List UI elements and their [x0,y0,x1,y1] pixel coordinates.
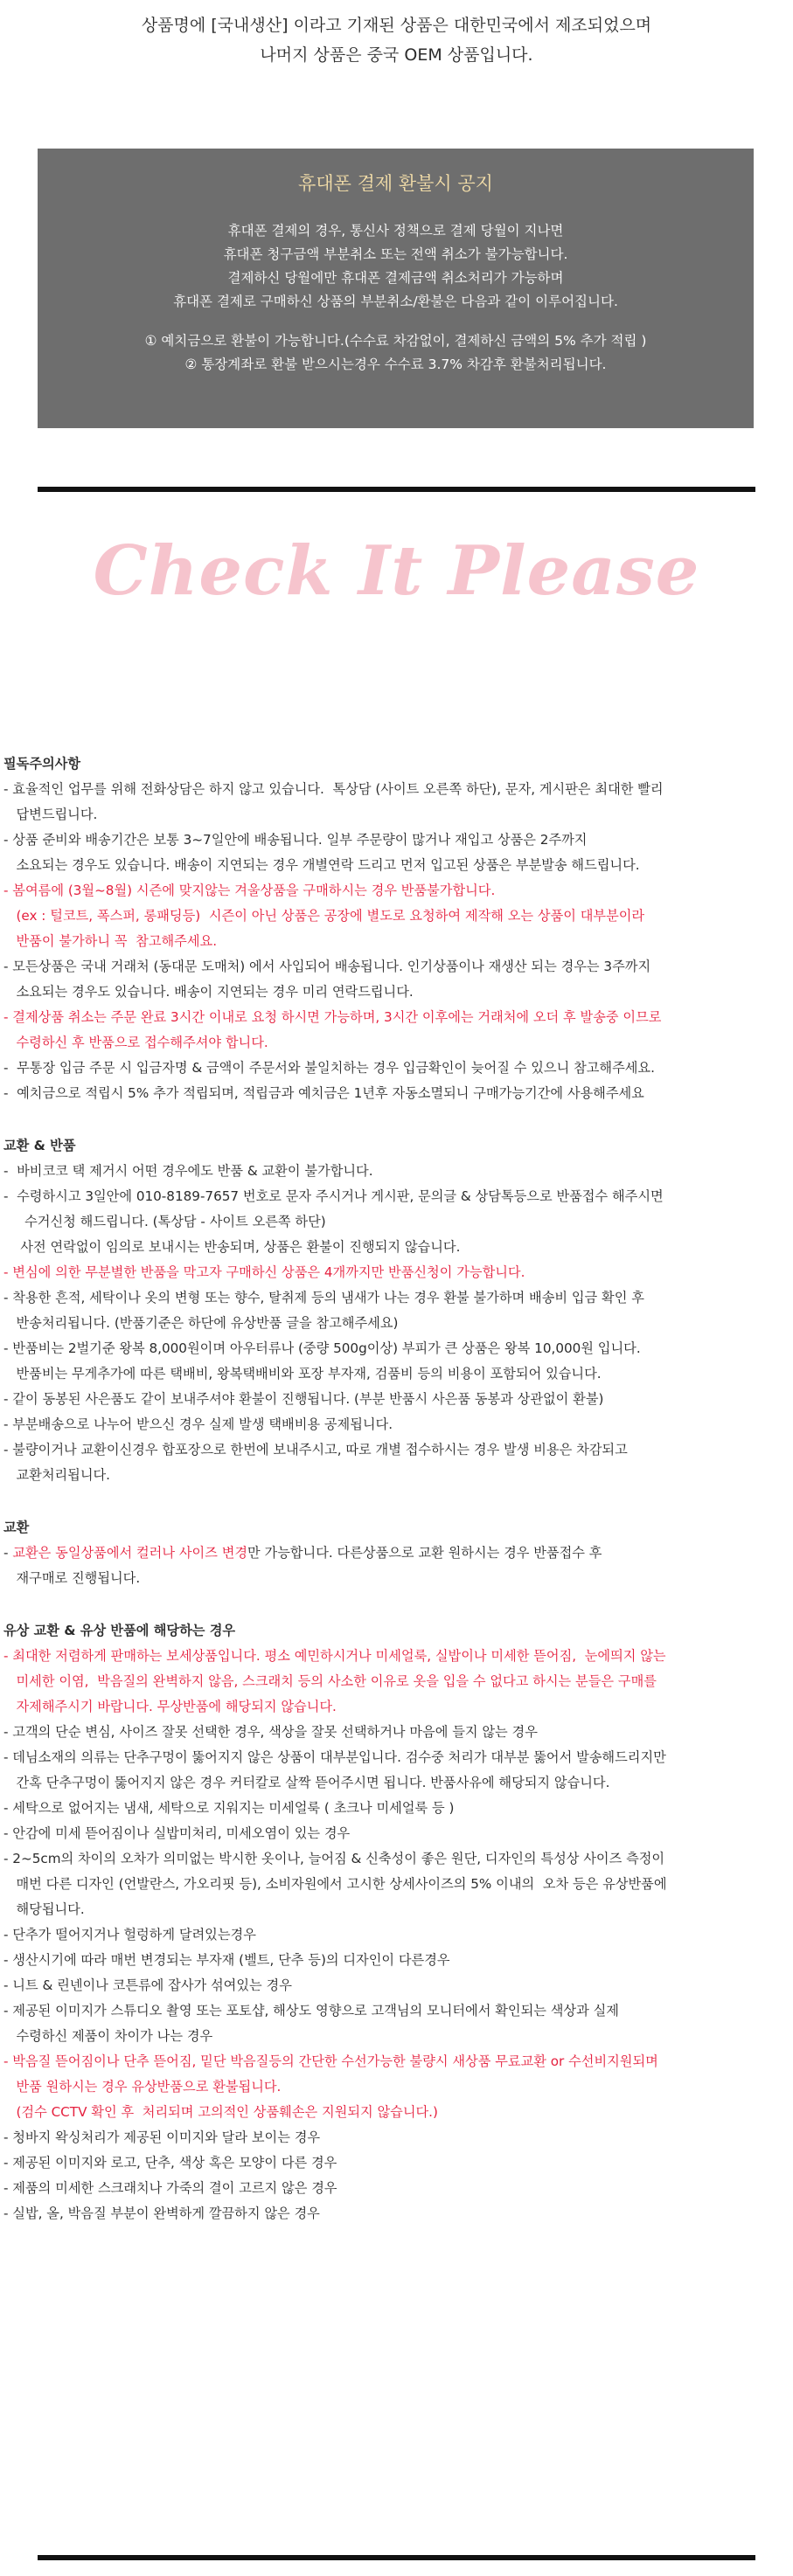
policy-sections [3,751,789,2226]
origin-notice-line: 상품명에 [국내생산] 이라고 기재된 상품은 대한민국에서 제조되었으며 [141,16,652,35]
divider-bottom [38,2555,755,2560]
policy-line: 반품비는 무게추가에 따른 택배비, 왕복택배비와 포장 부자재, 검품비 등의 비용이 포함되어 있습니다. [3,1366,602,1381]
policy-line: - 단추가 떨어지거나 헐렁하게 달려있는경우 [3,1927,256,1942]
policy-line: - 2~5cm의 차이의 오차가 의미없는 박시한 옷이나, 늘어짐 & 신축성이 좋은 원단, 디자인의 특성상 사이즈 측정이 [3,1851,665,1866]
policy-line-highlight: (검수 CCTV 확인 후 처리되며 고의적인 상품훼손은 지원되지 않습니다.) [3,2104,438,2120]
refund-option-line: ① 예치금으로 환불이 가능합니다.(수수료 차감없이, 결제하신 금액의 5% 추가 적립 ) [144,333,647,349]
section-spacer [3,1106,789,1133]
policy-line: 수령하신 제품이 차이가 나는 경우 [3,2028,213,2044]
policy-line-highlight: 교환은 동일상품에서 컬러나 사이즈 변경 [12,1545,248,1561]
policy-line: - 효율적인 업무를 위해 전화상담은 하지 않고 있습니다. 톡상담 (사이트 오른쪽 하단), 문자, 게시판은 최대한 빨리 [3,781,664,797]
refund-notice-title: 휴대폰 결제 환불시 공지 [298,173,493,194]
refund-notice-box [38,149,754,428]
policy-line-highlight: - 박음질 뜯어짐이나 단추 뜯어짐, 밑단 박음질등의 간단한 수선가능한 불량시 새상품 무료교환 or 수선비지원되며 [3,2053,658,2069]
policy-line: - 세탁으로 없어지는 냄새, 세탁으로 지워지는 미세얼룩 ( 초크나 미세얼룩 등 ) [3,1800,455,1816]
policy-line-highlight: - 봄여름에 (3월~8월) 시즌에 맞지않는 겨울상품을 구매하시는 경우 반품불가합니다. [3,883,496,898]
policy-line-highlight: 미세한 이염, 박음질의 완벽하지 않음, 스크래치 등의 사소한 이유로 옷을 입을 수 없다고 하시는 분들은 구매를 [3,1673,657,1689]
policy-line: - 제품의 미세한 스크래치나 가죽의 결이 고르지 않은 경우 [3,2180,337,2196]
policy-line: - 고객의 단순 변심, 사이즈 잘못 선택한 경우, 색상을 잘못 선택하거나 마음에 들지 않는 경우 [3,1724,538,1740]
policy-line-highlight: (ex : 털코트, 폭스퍼, 롱패딩등) 시즌이 아닌 상품은 공장에 별도로 요청하여 제작해 오는 상품이 대부분이라 [3,908,645,924]
policy-line: - 무통장 입금 주문 시 입금자명 & 금액이 주문서와 불일치하는 경우 입금확인이 늦어질 수 있으니 참고해주세요. [3,1060,655,1076]
policy-line: 반송처리됩니다. (반품기준은 하단에 유상반품 글을 참고해주세요) [3,1315,399,1331]
policy-line-highlight: 수령하신 후 반품으로 접수해주셔야 합니다. [3,1035,268,1050]
policy-line: - 바비코코 택 제거시 어떤 경우에도 반품 & 교환이 불가합니다. [3,1163,373,1179]
policy-line: 답변드립니다. [3,807,98,822]
policy-line: - 제공된 이미지와 로고, 단추, 색상 혹은 모양이 다른 경우 [3,2155,337,2171]
policy-line-highlight: - 변심에 의한 무분별한 반품을 막고자 구매하신 상품은 4개까지만 반품신청이 가능합니다. [3,1264,525,1280]
policy-line: - 같이 동봉된 사은품도 같이 보내주셔야 환불이 진행됩니다. (부분 반품시 사은품 동봉과 상관없이 환불) [3,1391,604,1407]
policy-line: 수거신청 해드립니다. (톡상담 - 사이트 오른쪽 하단) [3,1214,326,1229]
policy-line: - 상품 준비와 배송기간은 보통 3~7일안에 배송됩니다. 일부 주문량이 많거나 재입고 상품은 2주까지 [3,832,588,848]
policy-line: 매번 다른 디자인 (언발란스, 가오리핏 등), 소비자원에서 고시한 상세사이즈의 5% 이내의 오차 등은 유상반품에 [3,1876,667,1892]
policy-line-highlight: 반품 원하시는 경우 유상반품으로 환불됩니다. [3,2079,282,2095]
policy-line: 소요되는 경우도 있습니다. 배송이 지연되는 경우 미리 연락드립니다. [3,984,414,1000]
policy-line: - 실밥, 올, 박음질 부분이 완벽하게 깔끔하지 않은 경우 [3,2206,320,2221]
section-title: 교환 [3,1520,30,1535]
section-title: 필독주의사항 [3,756,81,772]
policy-line: - 청바지 왁싱처리가 제공된 이미지와 달라 보이는 경우 [3,2129,321,2145]
refund-option-line: ② 통장계좌로 환불 받으시는경우 수수료 3.7% 차감후 환불처리됩니다. [184,357,607,372]
refund-notice-line: 휴대폰 결제로 구매하신 상품의 부분취소/환불은 다음과 같이 이루어집니다. [173,294,618,309]
policy-line-highlight: - 최대한 저렴하게 판매하는 보세상품입니다. 평소 예민하시거나 미세얼룩, 실밥이나 미세한 뜯어짐, 눈에띄지 않는 [3,1648,666,1664]
section-title: 교환 & 반품 [3,1138,76,1153]
section-spacer [3,1488,789,1515]
policy-line: - 부분배송으로 나누어 받으신 경우 실제 발생 택배비용 공제됩니다. [3,1416,393,1432]
policy-line-highlight: 반품이 불가하니 꼭 참고해주세요. [3,933,218,949]
refund-notice-line: 결제하신 당월에만 휴대폰 결제금액 취소처리가 가능하며 [227,270,564,286]
policy-line: - 반품비는 2벌기준 왕복 8,000원이며 아우터류나 (중량 500g이상) 부피가 큰 상품은 왕복 10,000원 입니다. [3,1340,641,1356]
policy-line [3,1541,789,1566]
section-spacer [3,1591,789,1618]
policy-line: - 예치금으로 적립시 5% 추가 적립되며, 적립금과 예치금은 1년후 자동소멸되니 구매가능기간에 사용해주세요 [3,1085,644,1101]
policy-line: 사전 연락없이 임의로 보내시는 반송되며, 상품은 환불이 진행되지 않습니다. [3,1239,461,1255]
origin-notice-line: 나머지 상품은 중국 OEM 상품입니다. [260,45,533,65]
check-it-please-title: Check It Please [93,531,700,611]
origin-notice [0,10,793,70]
policy-line: 재구매로 진행됩니다. [3,1570,141,1586]
section-title: 유상 교환 & 유상 반품에 해당하는 경우 [3,1623,236,1638]
policy-line: - 니트 & 린넨이나 코튼류에 잡사가 섞여있는 경우 [3,1977,292,1993]
policy-line-prefix: - [3,1545,13,1561]
policy-line-highlight: 자제해주시기 바랍니다. 무상반품에 해당되지 않습니다. [3,1699,337,1714]
policy-line: 해당됩니다. [3,1901,85,1917]
policy-line: - 불량이거나 교환이신경우 합포장으로 한번에 보내주시고, 따로 개별 접수하시는 경우 발생 비용은 차감되고 [3,1442,628,1458]
refund-notice-body [38,219,754,377]
policy-line: - 데님소재의 의류는 단추구멍이 뚫어지지 않은 상품이 대부분입니다. 검수중 처리가 대부분 뚫어서 발송해드리지만 [3,1749,666,1765]
policy-line: 간혹 단추구멍이 뚫어지지 않은 경우 커터칼로 살짝 뜯어주시면 됩니다. 반품사유에 해당되지 않습니다. [3,1775,610,1790]
refund-notice-line: 휴대폰 결제의 경우, 통신사 정책으로 결제 당월이 지나면 [227,223,564,239]
policy-line-highlight: - 결제상품 취소는 주문 완료 3시간 이내로 요청 하시면 가능하며, 3시간 이후에는 거래처에 오더 후 발송중 이므로 [3,1009,662,1025]
policy-line: 교환처리됩니다. [3,1467,111,1483]
divider-top [38,487,755,492]
policy-line: - 착용한 흔적, 세탁이나 옷의 변형 또는 향수, 탈취제 등의 냄새가 나는 경우 환불 불가하며 배송비 입금 확인 후 [3,1290,644,1305]
policy-line: 소요되는 경우도 있습니다. 배송이 지연되는 경우 개별연락 드리고 먼저 입고된 상품은 부분발송 해드립니다. [3,857,640,873]
policy-line: - 제공된 이미지가 스튜디오 촬영 또는 포토샵, 해상도 영향으로 고객님의 모니터에서 확인되는 색상과 실제 [3,2003,619,2019]
policy-line: - 안감에 미세 뜯어짐이나 실밥미처리, 미세오염이 있는 경우 [3,1825,351,1841]
policy-line: - 생산시기에 따라 매번 변경되는 부자재 (벨트, 단추 등)의 디자인이 다른경우 [3,1952,450,1968]
policy-line: - 모든상품은 국내 거래처 (동대문 도매처) 에서 사입되어 배송됩니다. 인기상품이나 재생산 되는 경우는 3주까지 [3,959,651,974]
policy-line: - 수령하시고 3일안에 010-8189-7657 번호로 문자 주시거나 게시판, 문의글 & 상담톡등으로 반품접수 해주시면 [3,1188,664,1204]
policy-line-rest: 만 가능합니다. 다른상품으로 교환 원하시는 경우 반품접수 후 [247,1545,602,1561]
refund-notice-line: 휴대폰 청구금액 부분취소 또는 전액 취소가 불가능합니다. [223,246,568,262]
